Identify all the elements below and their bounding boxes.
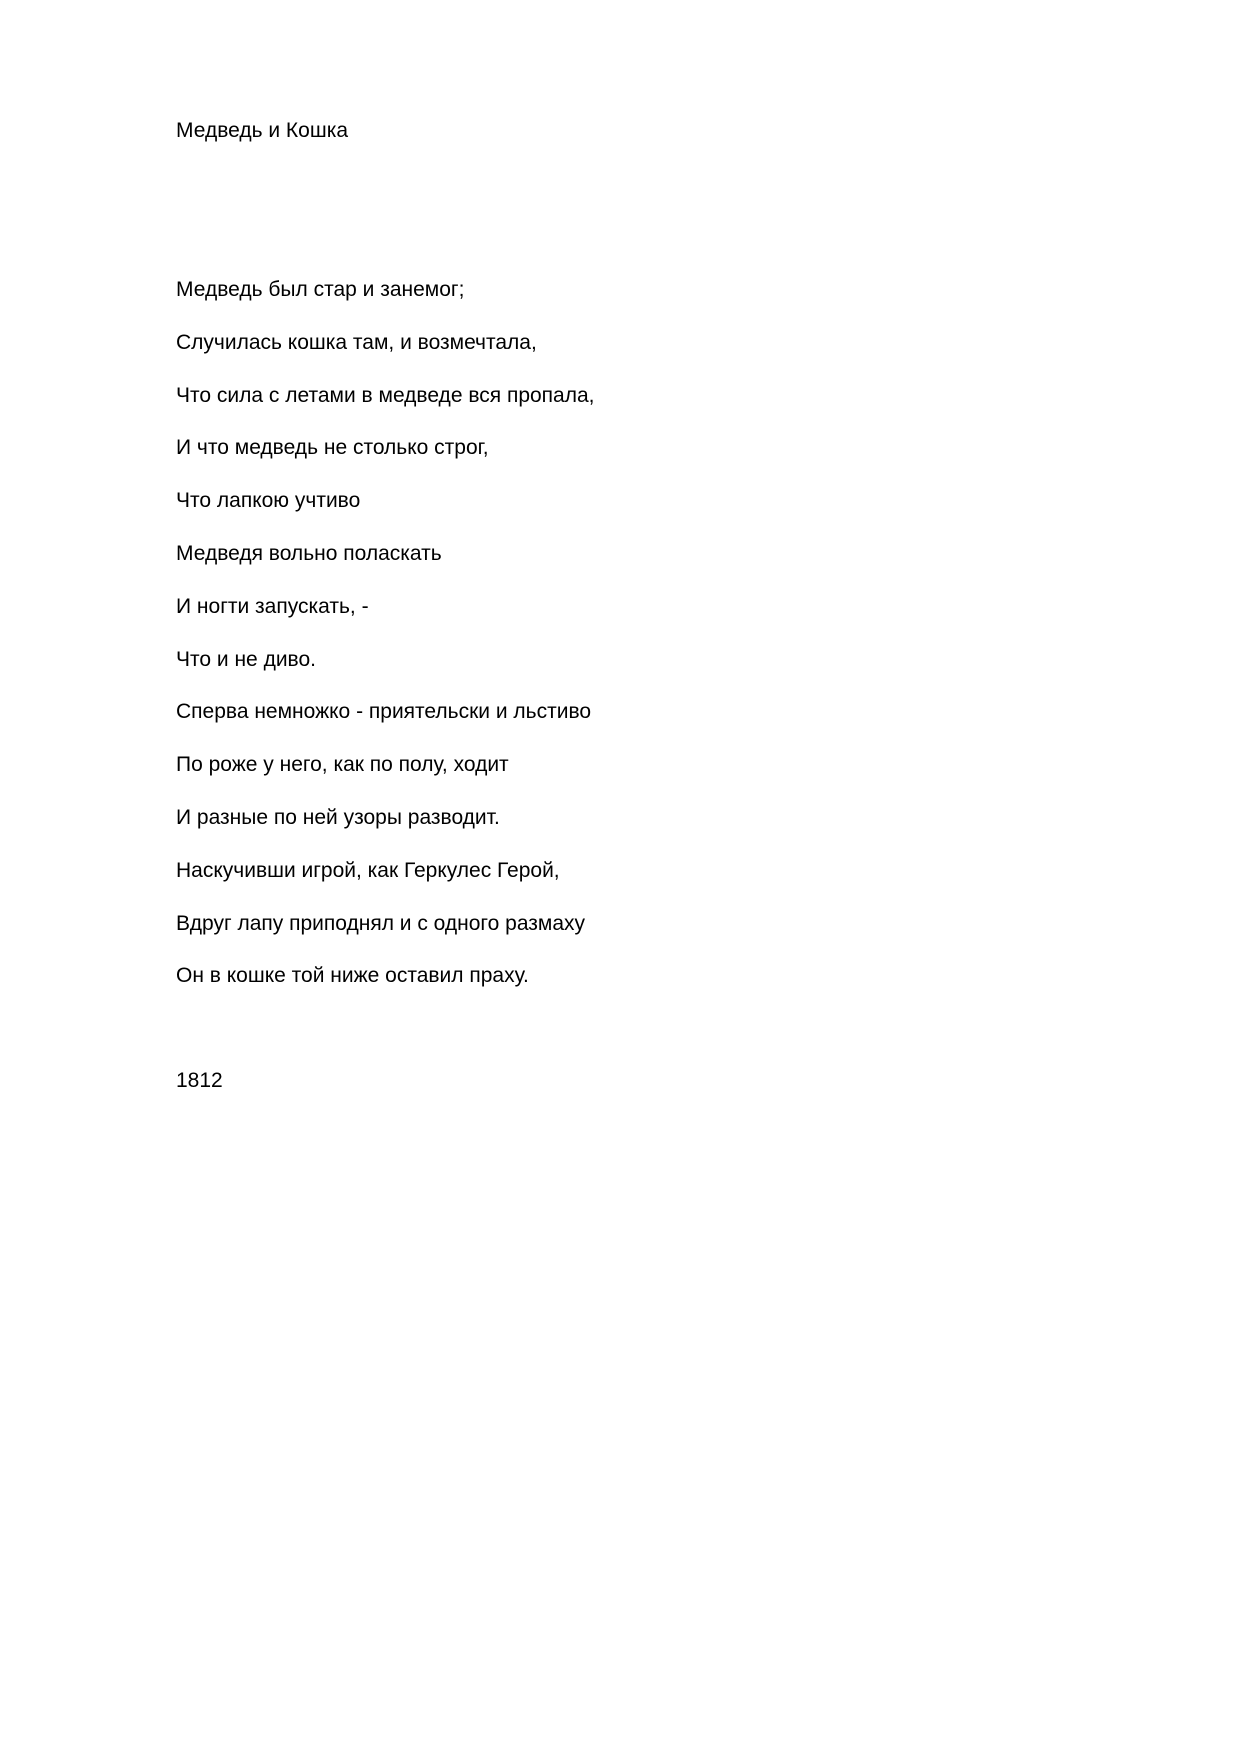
poem-line: Он в кошке той ниже оставил праху. [176,964,529,988]
poem-line: Случилась кошка там, и возмечтала, [176,330,537,354]
poem-line: Вдруг лапу приподнял и с одного размаху [176,911,586,935]
poem-year: 1812 [176,1069,223,1092]
poem-line: Что и не диво. [176,647,316,671]
poem-line: Что сила с летами в медведе вся пропала, [176,383,595,407]
poem-line: Медведь был стар и занемог; [176,278,465,301]
poem-title: Медведь и Кошка [176,119,349,142]
poem-line: Что лапкою учтиво [176,489,361,513]
poem-body [176,276,595,1015]
poem-line: И что медведь не столько строг, [176,436,489,460]
poem-line: По роже у него, как по полу, ходит [176,753,509,777]
poem-line: Медведя вольно поласкать [176,541,442,565]
poem-line: И ногти запускать, - [176,594,369,618]
poem-line: Наскучивши игрой, как Геркулес Герой, [176,858,560,882]
poem-line: Сперва немножко - приятельски и льстиво [176,700,592,724]
poem-line: И разные по ней узоры разводит. [176,805,500,829]
